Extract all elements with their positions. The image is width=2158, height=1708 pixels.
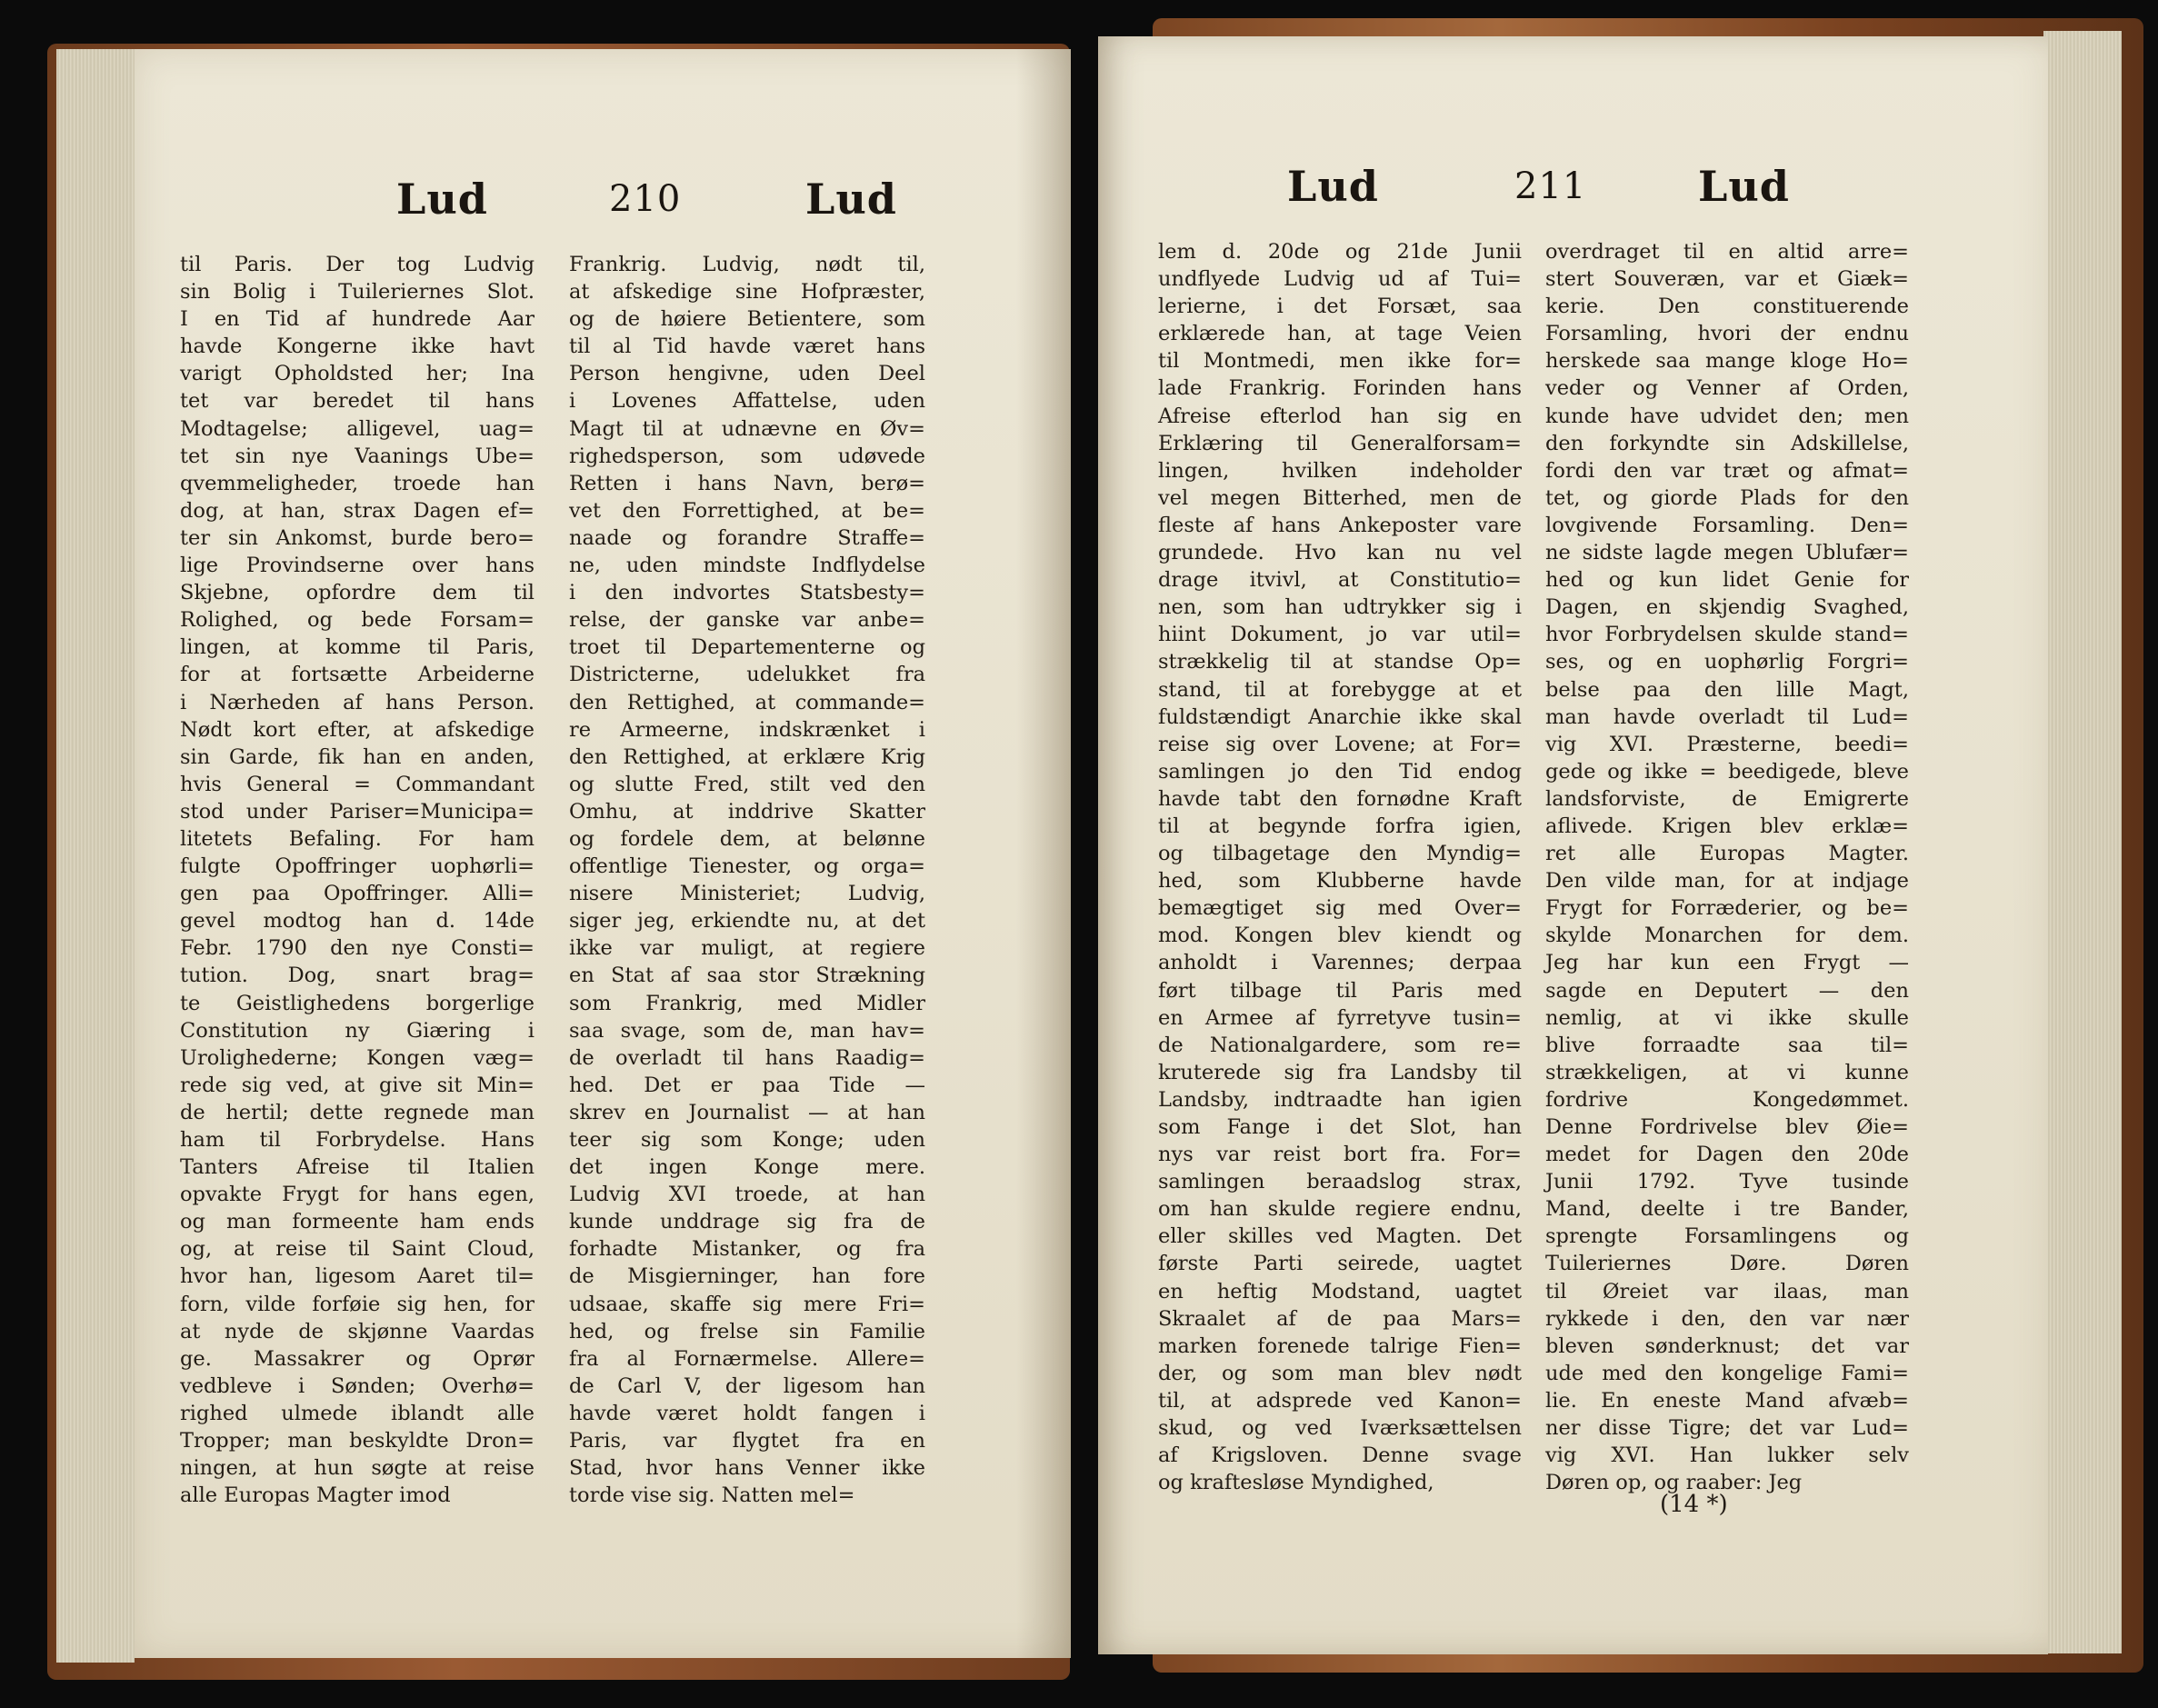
text-line: grundede. Hvo kan nu vel (1158, 541, 1522, 565)
text-line: Urolighederne; Kongen væg= (180, 1045, 535, 1070)
text-line: siger jeg, erkiendte nu, at det (569, 909, 925, 934)
text-line: I en Tid af hundrede Aar (180, 307, 535, 332)
text-line: og de høiere Betientere, som (569, 307, 925, 332)
text-line: som Frankrig, med Midler (569, 991, 925, 1015)
text-line: Skraalet af de paa Mars= (1158, 1306, 1522, 1331)
text-line: vig XVI. Præsterne, beedi= (1545, 732, 1909, 756)
text-line: forn, vilde forføie sig hen, for (180, 1292, 535, 1316)
text-line: nys var reist bort fra. For= (1158, 1143, 1522, 1167)
text-line: samlingen beraadslog strax, (1158, 1170, 1522, 1194)
text-line: som Fange i det Slot, han (1158, 1115, 1522, 1139)
text-line: sin Bolig i Tuileriernes Slot. (180, 280, 535, 305)
page-paper (1098, 36, 2048, 1654)
text-line: sprengte Forsamlingens og (1545, 1224, 1909, 1249)
text-line: lovgivende Forsamling. Den= (1545, 513, 1909, 537)
text-line: ham til Forbrydelse. Hans (180, 1128, 535, 1152)
text-line: ret alle Europas Magter. (1545, 842, 1909, 866)
text-line: ført tilbage til Paris med (1158, 978, 1522, 1003)
text-line: kruterede sig fra Landsby til (1158, 1060, 1522, 1084)
text-line: tution. Dog, snart brag= (180, 964, 535, 988)
head-word-right: Lud (805, 175, 897, 224)
text-line: Tropper; man beskyldte Dron= (180, 1429, 535, 1453)
text-line: det ingen Konge mere. (569, 1155, 925, 1180)
text-line: og fordele dem, at belønne (569, 826, 925, 851)
text-line: Modtagelse; alligevel, uag= (180, 416, 535, 441)
text-line: Erklæring til Generalforsam= (1158, 431, 1522, 455)
text-line: Jeg har kun een Frygt — (1545, 951, 1909, 975)
page-number: 210 (609, 178, 682, 220)
text-line: hvor Forbrydelsen skulde stand= (1545, 623, 1909, 647)
text-line: gevel modtog han d. 14de (180, 909, 535, 934)
text-line: de overladt til hans Raadig= (569, 1045, 925, 1070)
text-line: blive forraadte saa til= (1545, 1033, 1909, 1057)
text-line: drage itvivl, at Constitutio= (1158, 568, 1522, 593)
text-line: Febr. 1790 den nye Consti= (180, 936, 535, 961)
page-edges (56, 49, 135, 1663)
text-line: sin Garde, fik han en anden, (180, 744, 535, 769)
text-line: stand, til at forebygge at et (1158, 677, 1522, 702)
text-line: ter sin Ankomst, burde bero= (180, 525, 535, 550)
text-line: strækkelig til at standse Op= (1158, 650, 1522, 674)
text-line: om han skulde regiere endnu, (1158, 1197, 1522, 1222)
text-line: belse paa den lille Magt, (1545, 677, 1909, 702)
text-line: Den vilde man, for at indjage (1545, 869, 1909, 894)
text-line: Stad, hvor hans Venner ikke (569, 1456, 925, 1481)
text-line: veder og Venner af Orden, (1545, 376, 1909, 401)
text-line: Dagen, en skjendig Svaghed, (1545, 595, 1909, 620)
text-line: stert Souveræn, var et Giæk= (1545, 267, 1909, 292)
text-line: udsaae, skaffe sig mere Fri= (569, 1292, 925, 1316)
text-line: bemægtiget sig med Over= (1158, 896, 1522, 921)
text-line: lige Provindserne over hans (180, 554, 535, 578)
text-line: opvakte Frygt for hans egen, (180, 1183, 535, 1207)
text-line: mod. Kongen blev kiendt og (1158, 924, 1522, 948)
text-line: ge. Massakrer og Oprør (180, 1346, 535, 1371)
text-line: havde Kongerne ikke havt (180, 335, 535, 359)
text-line: lingen, at komme til Paris, (180, 635, 535, 660)
text-line: eller skilles ved Magten. Det (1158, 1224, 1522, 1249)
text-line: teer sig som Konge; uden (569, 1128, 925, 1152)
text-line: litetets Befaling. For ham (180, 826, 535, 851)
text-line: vel megen Bitterhed, men de (1158, 485, 1522, 510)
text-line: Afreise efterlod han sig en (1158, 404, 1522, 428)
head-word-right: Lud (1698, 162, 1790, 211)
text-line: saa svage, som de, man hav= (569, 1018, 925, 1043)
text-line: kunde unddrage sig fra de (569, 1210, 925, 1234)
text-line: første Parti seirede, uagtet (1158, 1252, 1522, 1276)
text-line: nisere Ministeriet; Ludvig, (569, 882, 925, 906)
text-line: hed og kun lidet Genie for (1545, 568, 1909, 593)
text-line: varigt Opholdsted her; Ina (180, 362, 535, 386)
text-line: til Montmedi, men ikke for= (1158, 349, 1522, 374)
text-line: Tanters Afreise til Italien (180, 1155, 535, 1180)
text-column-2 (569, 251, 925, 1509)
text-line: den Rettighed, at commande= (569, 690, 925, 714)
text-line: den Rettighed, at erklære Krig (569, 744, 925, 769)
text-line: skrev en Journalist — at han (569, 1100, 925, 1124)
text-line: til Paris. Der tog Ludvig (180, 253, 535, 276)
text-line: havde været holdt fangen i (569, 1401, 925, 1425)
text-line: hed. Det er paa Tide — (569, 1073, 925, 1097)
text-line: ude med den kongelige Fami= (1545, 1361, 1909, 1385)
text-line: til at begynde forfra igien, (1158, 814, 1522, 838)
text-line: offentlige Tienester, og orga= (569, 854, 925, 879)
text-line: naade og forandre Straffe= (569, 525, 925, 550)
text-line: nemlig, at vi ikke skulle (1545, 1005, 1909, 1030)
text-line: og slutte Fred, stilt ved den (569, 772, 925, 796)
gutter-shadow (1016, 49, 1071, 1658)
text-column-2 (1545, 238, 1909, 1496)
text-line: relse, der ganske var anbe= (569, 608, 925, 633)
text-line: overdraget til en altid arre= (1545, 240, 1909, 264)
text-line: ne, uden mindste Indflydelse (569, 554, 925, 578)
text-line: tet, og giorde Plads for den (1545, 485, 1909, 510)
text-line: fordrive Kongedømmet. (1545, 1087, 1909, 1112)
text-line: reise sig over Lovene; at For= (1158, 732, 1522, 756)
text-line: Constitution ny Giæring i (180, 1018, 535, 1043)
text-column-1 (180, 251, 535, 1509)
text-line: nen, som han udtrykker sig i (1158, 595, 1522, 620)
text-line: strækkeligen, at vi kunne (1545, 1060, 1909, 1084)
text-line: at afskedige sine Hofpræster, (569, 280, 925, 305)
text-line: bleven sønderknust; det var (1545, 1333, 1909, 1358)
text-line: Forsamling, hvori der endnu (1545, 322, 1909, 346)
text-line: tet sin nye Vaanings Ube= (180, 444, 535, 468)
text-line: Tuileriernes Døre. Døren (1545, 1252, 1909, 1276)
text-line: der, og som man blev nødt (1158, 1361, 1522, 1385)
page-paper (135, 49, 1071, 1658)
text-line: hed, som Klubberne havde (1158, 869, 1522, 894)
text-line: righed ulmede iblandt alle (180, 1401, 535, 1425)
text-line: kerie. Den constituerende (1545, 295, 1909, 319)
text-line: Paris, var flygtet fra en (569, 1429, 925, 1453)
text-line: de Nationalgardere, som re= (1158, 1033, 1522, 1057)
text-line: undflyede Ludvig ud af Tui= (1158, 267, 1522, 292)
text-line: landsforviste, de Emigrerte (1545, 786, 1909, 811)
text-line: Ludvig XVI troede, at han (569, 1183, 925, 1207)
text-line: lie. En eneste Mand afvæb= (1545, 1388, 1909, 1413)
text-line: hiint Dokument, jo var util= (1158, 623, 1522, 647)
text-line: gen paa Opoffringer. Alli= (180, 882, 535, 906)
text-line: Mand, deelte i tre Bander, (1545, 1197, 1909, 1222)
text-line: Døren op, og raaber: Jeg (1545, 1471, 1803, 1495)
text-line: qvemmeligheder, troede han (180, 471, 535, 495)
text-line: tet var beredet til hans (180, 389, 535, 414)
text-line: og man formeente ham ends (180, 1210, 535, 1234)
text-line: Junii 1792. Tyve tusinde (1545, 1170, 1909, 1194)
text-line: de Misgierninger, han fore (569, 1264, 925, 1289)
text-line: troet til Departementerne og (569, 635, 925, 660)
signature-mark: (14 *) (1660, 1491, 1728, 1518)
text-line: re Armeerne, indskrænket i (569, 717, 925, 742)
text-line: ses, og en uophørlig Forgri= (1545, 650, 1909, 674)
text-line: ne sidste lagde megen Ublufær= (1545, 541, 1909, 565)
text-line: den forkyndte sin Adskillelse, (1545, 431, 1909, 455)
text-line: Person hengivne, uden Deel (569, 362, 925, 386)
right-page-scan (1098, 0, 2158, 1708)
text-line: i den indvortes Statsbesty= (569, 581, 925, 605)
text-line: ningen, at hun søgte at reise (180, 1456, 535, 1481)
text-line: skud, og ved Iværksættelsen (1158, 1416, 1522, 1441)
running-head (135, 167, 1071, 231)
page-edges (2043, 31, 2122, 1653)
text-line: til Øreiet var ilaas, man (1545, 1279, 1909, 1303)
text-line: Skjebne, opfordre dem til (180, 581, 535, 605)
running-head (1098, 155, 2048, 218)
text-line: rykkede i den, den var nær (1545, 1306, 1909, 1331)
text-line: fuldstændigt Anarchie ikke skal (1158, 704, 1522, 729)
text-line: hvis General = Commandant (180, 772, 535, 796)
text-line: en Stat af saa stor Strækning (569, 964, 925, 988)
text-line: marken forenede talrige Fien= (1158, 1333, 1522, 1358)
text-line: anholdt i Varennes; derpaa (1158, 951, 1522, 975)
text-line: Denne Fordrivelse blev Øie= (1545, 1115, 1909, 1139)
text-line: alle Europas Magter imod (180, 1483, 451, 1508)
text-line: havde tabt den fornødne Kraft (1158, 786, 1522, 811)
text-line: hvor han, ligesom Aaret til= (180, 1264, 535, 1289)
text-line: Landsby, indtraadte han igien (1158, 1087, 1522, 1112)
text-line: Districterne, udelukket fra (569, 663, 925, 687)
text-line: en Armee af fyrretyve tusin= (1158, 1005, 1522, 1030)
text-line: gede og ikke = beedigede, bleve (1545, 759, 1909, 784)
text-line: ikke var muligt, at regiere (569, 936, 925, 961)
text-line: Rolighed, og bede Forsam= (180, 608, 535, 633)
text-line: lem d. 20de og 21de Junii (1158, 240, 1522, 264)
text-line: Frankrig. Ludvig, nødt til, (569, 253, 925, 276)
text-line: righedsperson, som udøvede (569, 444, 925, 468)
text-line: stod under Pariser=Municipa= (180, 799, 535, 824)
text-line: at nyde de skjønne Vaardas (180, 1319, 535, 1343)
head-word-left: Lud (396, 175, 488, 224)
text-line: ner disse Tigre; det var Lud= (1545, 1416, 1909, 1441)
text-line: en heftig Modstand, uagtet (1158, 1279, 1522, 1303)
text-line: sagde en Deputert — den (1545, 978, 1909, 1003)
text-line: og kraftesløse Myndighed, (1158, 1471, 1434, 1495)
text-line: lingen, hvilken indeholder (1158, 458, 1522, 483)
head-word-left: Lud (1287, 162, 1379, 211)
text-line: medet for Dagen den 20de (1545, 1143, 1909, 1167)
text-column-1 (1158, 238, 1522, 1496)
text-line: torde vise sig. Natten mel= (569, 1483, 855, 1508)
page-number: 211 (1514, 165, 1587, 207)
text-line: hed, og frelse sin Familie (569, 1319, 925, 1343)
text-line: fra al Fornærmelse. Allere= (569, 1346, 925, 1371)
text-line: og tilbagetage den Myndig= (1158, 842, 1522, 866)
text-line: i Lovenes Affattelse, uden (569, 389, 925, 414)
text-line: fordi den var træt og afmat= (1545, 458, 1909, 483)
text-line: til, at adsprede ved Kanon= (1158, 1388, 1522, 1413)
text-line: af Krigsloven. Denne svage (1158, 1443, 1522, 1468)
text-line: lade Frankrig. Forinden hans (1158, 376, 1522, 401)
text-line: fulgte Opoffringer uophørli= (180, 854, 535, 879)
text-line: man havde overladt til Lud= (1545, 704, 1909, 729)
text-line: kunde have udvidet den; men (1545, 404, 1909, 428)
text-line: Retten i hans Navn, berø= (569, 471, 925, 495)
text-line: skylde Monarchen for dem. (1545, 924, 1909, 948)
text-line: de Carl V, der ligesom han (569, 1373, 925, 1398)
text-line: samlingen jo den Tid endog (1158, 759, 1522, 784)
text-line: fleste af hans Ankeposter vare (1158, 513, 1522, 537)
text-line: erklærede han, at tage Veien (1158, 322, 1522, 346)
text-line: Nødt kort efter, at afskedige (180, 717, 535, 742)
text-line: til al Tid havde været hans (569, 335, 925, 359)
text-line: for at fortsætte Arbeiderne (180, 663, 535, 687)
text-line: vig XVI. Han lukker selv (1545, 1443, 1909, 1468)
text-line: vet den Forrettighed, at be= (569, 498, 925, 523)
text-line: og, at reise til Saint Cloud, (180, 1237, 535, 1262)
text-line: de hertil; dette regnede man (180, 1100, 535, 1124)
text-line: vedbleve i Sønden; Overhø= (180, 1373, 535, 1398)
text-line: i Nærheden af hans Person. (180, 690, 535, 714)
text-line: Frygt for Forræderier, og be= (1545, 896, 1909, 921)
text-line: Omhu, at inddrive Skatter (569, 799, 925, 824)
text-line: forhadte Mistanker, og fra (569, 1237, 925, 1262)
text-line: herskede saa mange kloge Ho= (1545, 349, 1909, 374)
text-line: aflivede. Krigen blev erklæ= (1545, 814, 1909, 838)
text-line: Magt til at udnævne en Øv= (569, 416, 925, 441)
text-line: te Geistlighedens borgerlige (180, 991, 535, 1015)
text-line: dog, at han, strax Dagen ef= (180, 498, 535, 523)
text-line: rede sig ved, at give sit Min= (180, 1073, 535, 1097)
text-line: lerierne, i det Forsæt, saa (1158, 295, 1522, 319)
